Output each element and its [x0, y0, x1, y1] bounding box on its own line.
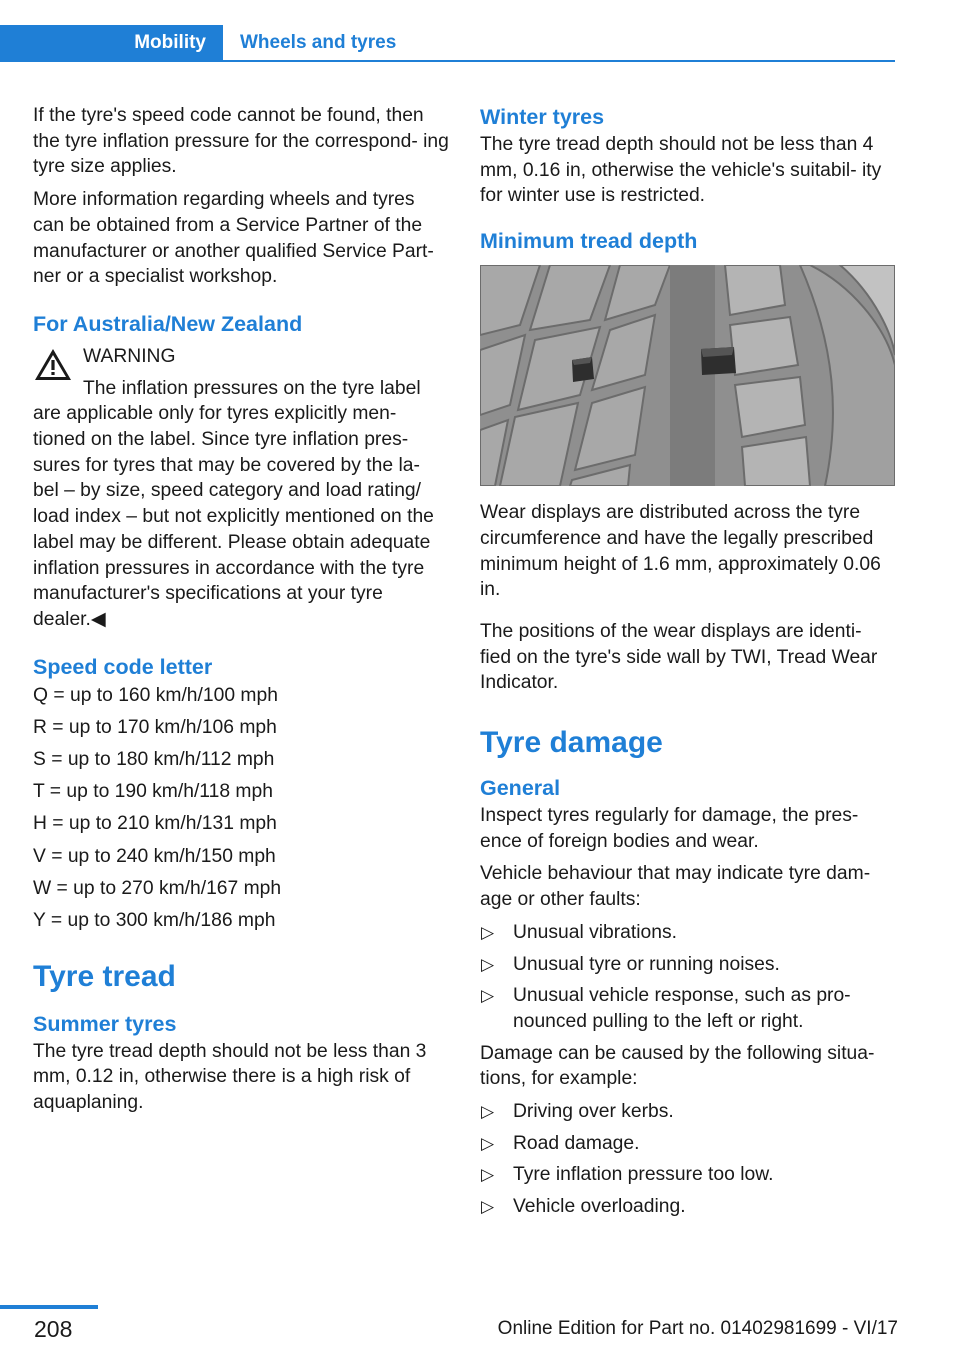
- paragraph-summer-tyres: The tyre tread depth should not be less than 3 mm, 0.12 in, otherwise there is a high risk of aquaplaning.: [33, 1040, 427, 1114]
- list-item: ▷ Unusual vibrations.: [480, 920, 895, 946]
- header-divider: [0, 60, 895, 62]
- list-item: ▷ Unusual tyre or running noises.: [480, 952, 895, 978]
- speed-code-item: H = up to 210 km/h/131 mph: [33, 813, 277, 835]
- header-tab-bar: [0, 25, 895, 62]
- warning-block: [33, 344, 449, 370]
- triangle-bullet-icon: ▷: [481, 1165, 495, 1185]
- heading-speed-code-letter: Speed code letter: [33, 654, 213, 679]
- behaviour-list: [480, 920, 895, 1035]
- heading-summer-tyres: Summer tyres: [33, 1011, 177, 1036]
- speed-code-list: [33, 683, 449, 934]
- paragraph-damage-causes: Damage can be caused by the following situa‐ tions, for example:: [480, 1042, 875, 1090]
- warning-triangle-icon: [33, 346, 73, 383]
- heading-australia-new-zealand: For Australia/New Zealand: [33, 311, 303, 336]
- speed-code-item: V = up to 240 km/h/150 mph: [33, 845, 276, 867]
- triangle-bullet-icon: ▷: [481, 986, 495, 1006]
- paragraph-speed-code-missing: If the tyre's speed code cannot be found, then the tyre inflation pressure for the correspond‐ ing tyre size applies.: [33, 105, 449, 178]
- speed-code-item: Y = up to 300 km/h/186 mph: [33, 910, 276, 932]
- list-item: ▷ Unusual vehicle response, such as pro‐ nounced pulling to the left or right.: [481, 985, 851, 1032]
- heading-tyre-damage: Tyre damage: [480, 726, 663, 760]
- triangle-bullet-icon: ▷: [481, 1102, 495, 1122]
- paragraph-wear-displays: Wear displays are distributed across the tyre circumference and have the legally prescribed minimum height of 1.6 mm, approximately 0.06 in.: [480, 502, 881, 601]
- speed-code-item: W = up to 270 km/h/167 mph: [33, 877, 282, 899]
- page-number: 208: [34, 1316, 73, 1342]
- speed-code-item: S = up to 180 km/h/112 mph: [33, 749, 275, 771]
- speed-code-item: Q = up to 160 km/h/100 mph: [33, 684, 278, 706]
- tab-mobility[interactable]: Mobility: [0, 25, 223, 60]
- warning-title: WARNING: [83, 345, 176, 367]
- footer-divider: [0, 1305, 98, 1309]
- tab-wheels-and-tyres[interactable]: Wheels and tyres: [240, 32, 397, 53]
- list-item: ▷ Vehicle overloading.: [480, 1194, 895, 1220]
- paragraph-winter-tyres: The tyre tread depth should not be less than 4 mm, 0.16 in, otherwise the vehicle's suitabil‐ ity for winter use is restricted.: [480, 134, 882, 207]
- speed-code-item: T = up to 190 km/h/118 mph: [33, 781, 273, 803]
- heading-minimum-tread-depth: Minimum tread depth: [480, 229, 698, 254]
- heading-tyre-tread: Tyre tread: [33, 959, 176, 993]
- list-item: ▷ Driving over kerbs.: [480, 1099, 895, 1125]
- paragraph-vehicle-behaviour: Vehicle behaviour that may indicate tyre dam‐ age or other faults:: [480, 863, 871, 911]
- triangle-bullet-icon: ▷: [481, 1133, 495, 1153]
- paragraph-inspect-tyres: Inspect tyres regularly for damage, the pres‐ ence of foreign bodies and wear.: [480, 805, 859, 852]
- right-column: [480, 103, 895, 1226]
- speed-code-item: R = up to 170 km/h/106 mph: [33, 716, 277, 738]
- heading-general: General: [480, 776, 561, 801]
- paragraph-twi: The positions of the wear displays are identi‐ fied on the tyre's side wall by TWI, Tread Wear Indicator.: [480, 620, 878, 694]
- list-item: ▷ Road damage.: [480, 1131, 895, 1157]
- tread-wear-indicator-image: [480, 265, 895, 486]
- edition-label: Online Edition for Part no. 01402981699 - VI/17: [497, 1318, 898, 1339]
- triangle-bullet-icon: ▷: [481, 1197, 495, 1217]
- causes-list: [480, 1099, 895, 1220]
- paragraph-more-information: More information regarding wheels and tyres can be obtained from a Service Partner of the manufacturer or another qualified Service Part‐ ner or a specialist workshop.: [33, 189, 434, 288]
- list-item: ▷ Tyre inflation pressure too low.: [480, 1162, 895, 1188]
- heading-winter-tyres: Winter tyres: [480, 105, 605, 129]
- triangle-bullet-icon: ▷: [481, 922, 495, 942]
- triangle-bullet-icon: ▷: [481, 954, 495, 974]
- warning-text: The inflation pressures on the tyre label are applicable only for tyres explicitly men‐ tioned on the label. Since tyre inflation pres‐ sures for tyres that may be covered by the la‐ bel – by size, speed category and load rating/ load index – but not explicitly mentioned on the label may be different. Please obtain adequate inflation pressures in accordance with the tyre manufacturer's specifications at your tyre dealer.◀: [33, 377, 434, 630]
- left-column: [33, 103, 449, 1123]
